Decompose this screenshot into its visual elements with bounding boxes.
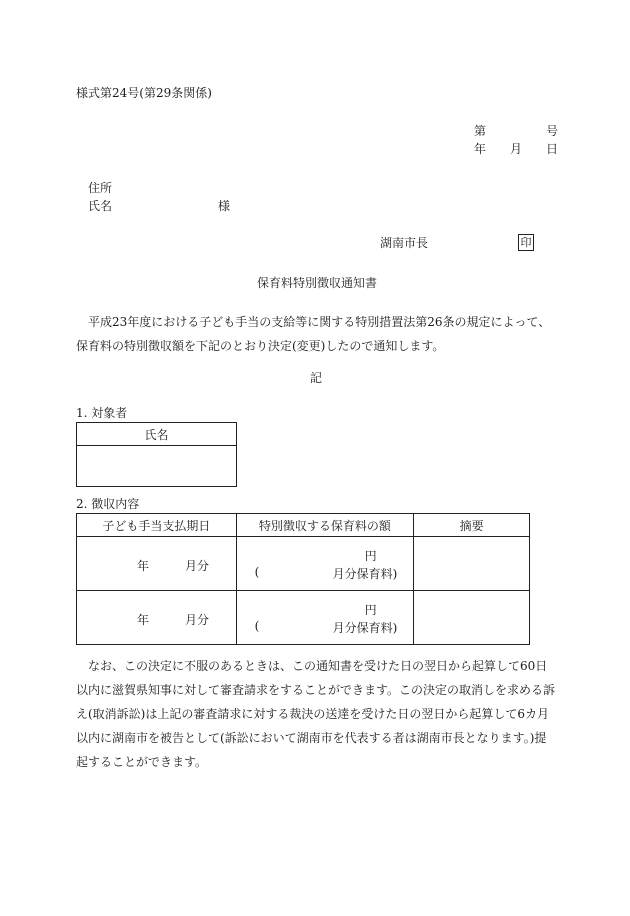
section2-heading: 2. 徴収内容 (76, 497, 140, 511)
month-label: 月分 (185, 613, 210, 627)
date-year: 年 (474, 142, 487, 156)
date-day: 日 (546, 142, 559, 156)
target-person-table (76, 422, 237, 487)
yen-label: 円 (364, 549, 377, 563)
name-cell (77, 446, 237, 487)
date-month: 月 (510, 142, 523, 156)
year-label: 年 (137, 559, 150, 573)
payment-date-cell (77, 591, 237, 645)
yen-label: 円 (364, 603, 377, 617)
document-title: 保育料特別徴収通知書 (257, 276, 378, 290)
open-paren: ( (254, 619, 260, 633)
notice-paragraph: なお、この決定に不服のあるときは、この通知書を受けた日の翌日から起算して60日以内に滋賀県知事に対して審査請求をすることができます。この決定の取消しを求める訴え(取消訴訟)は上記の審査請求に対する裁決の送達を受けた日の翌日から起算して6カ月以内に湖南市を被告として(訴訟において湖南市を代表する者は湖南市長となります。)提起することができます。 (76, 659, 556, 769)
table-row (77, 591, 530, 645)
payment-date-cell (77, 537, 237, 591)
issuer-title: 湖南市長 (380, 236, 429, 250)
document-number-prefix: 第 (474, 124, 487, 138)
remarks-cell (414, 537, 530, 591)
section1-heading: 1. 対象者 (76, 406, 128, 420)
amount-cell (236, 591, 414, 645)
collection-table (76, 513, 530, 645)
amount-cell (236, 537, 414, 591)
ki-heading: 記 (310, 371, 323, 385)
name-label: 氏名 (88, 199, 113, 213)
honorific: 様 (218, 199, 231, 213)
month-label: 月分 (185, 559, 210, 573)
month-fee-label: 月分保育料) (332, 621, 398, 635)
seal-mark: 印 (518, 234, 534, 251)
address-label: 住所 (88, 181, 113, 195)
table-row (77, 537, 530, 591)
payment-date-header: 子ども手当支払期日 (77, 514, 237, 537)
body-paragraph: 平成23年度における子ども手当の支給等に関する特別措置法第26条の規定によって、保育料の特別徴収額を下記のとおり決定(変更)したので通知します。 (76, 315, 551, 353)
remarks-header: 摘要 (414, 514, 530, 537)
year-label: 年 (137, 613, 150, 627)
name-column-header: 氏名 (77, 423, 237, 446)
month-fee-label: 月分保育料) (332, 567, 398, 581)
open-paren: ( (254, 565, 260, 579)
remarks-cell (414, 591, 530, 645)
amount-header: 特別徴収する保育料の額 (236, 514, 414, 537)
form-number: 様式第24号(第29条関係) (76, 86, 212, 100)
document-number-suffix: 号 (546, 124, 559, 138)
